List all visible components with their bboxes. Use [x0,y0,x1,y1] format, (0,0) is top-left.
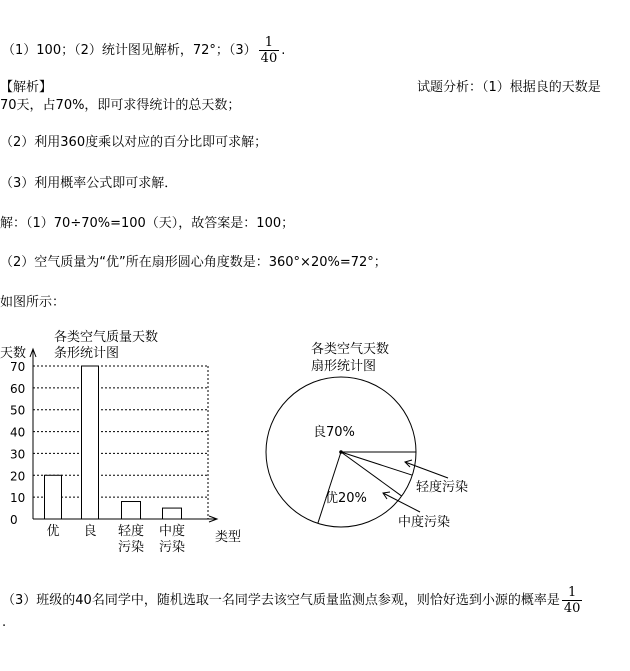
bar [163,508,182,519]
y-tick-label: 20 [10,469,26,484]
y-tick-label: 0 [10,513,18,527]
pie-label-medium: 中度污染 [398,515,451,530]
pie-label-good: 良70% [313,425,355,440]
analysis-step2: （2）利用360度乘以对应的百分比即可求解； [0,135,268,150]
pie-chart-title: 各类空气天数 [311,342,390,357]
answer-text: （1）100；（2）统计图见解析，72°；（3） [2,43,257,58]
part3-fraction: $\frac{1}{40}$ [563,585,581,616]
answer-fraction: $\frac{1}{40}$ [260,35,278,66]
y-tick-label: 10 [10,491,26,506]
x-tick-label: 污染 [158,540,186,555]
y-tick-label: 50 [10,403,26,418]
solution-part3 [2,585,584,616]
analysis-heading: 【解析】 [0,80,53,95]
analysis-intro: 试题分析：（1）根据良的天数是 [417,80,601,95]
x-tick-label: 中度 [158,524,186,539]
pie-label-light: 轻度污染 [416,480,469,495]
y-tick-label: 30 [10,447,26,462]
answer-line: （1）100；（2）统计图见解析，72°；（3） $\frac{1}{40}$ . [2,35,286,66]
x-tick-label: 污染 [117,540,145,555]
bar-chart-xlabel: 类型 [215,530,242,545]
bar [122,502,141,519]
x-tick-label: 良 [83,524,97,539]
pie-label-excellent: 优20% [325,491,367,506]
analysis-intro-cont: 70天，占70%，即可求得统计的总天数； [0,98,241,113]
as-shown-label: 如图所示： [0,295,66,310]
analysis-step3: （3）利用概率公式即可求解． [0,176,178,191]
pie-chart-subtitle: 扇形统计图 [311,359,377,374]
bar-chart [0,329,241,555]
bar [82,366,99,519]
part3-end: . [2,615,7,630]
bar-chart-title: 各类空气质量天数 [54,330,159,345]
solution-part1: 解：（1）70÷70%=100（天），故答案是：100； [0,216,295,231]
pie-chart [266,341,468,530]
solution-part2: （2）空气质量为“优”所在扇形圆心角度数是：360°×20%=72°； [0,255,387,270]
bar [45,475,62,519]
x-tick-label: 轻度 [117,524,145,539]
bar-chart-subtitle: 条形统计图 [54,346,120,361]
pie-center [339,450,343,454]
y-tick-label: 60 [10,381,26,396]
part3-text: （3）班级的40名同学中，随机选取一名同学去该空气质量监测点参观，则恰好选到小源的概率是 [2,593,560,608]
y-tick-label: 70 [10,360,26,374]
x-tick-label: 优 [46,524,60,539]
bar-chart-ylabel: 天数 [0,346,27,361]
y-tick-label: 40 [10,425,26,440]
